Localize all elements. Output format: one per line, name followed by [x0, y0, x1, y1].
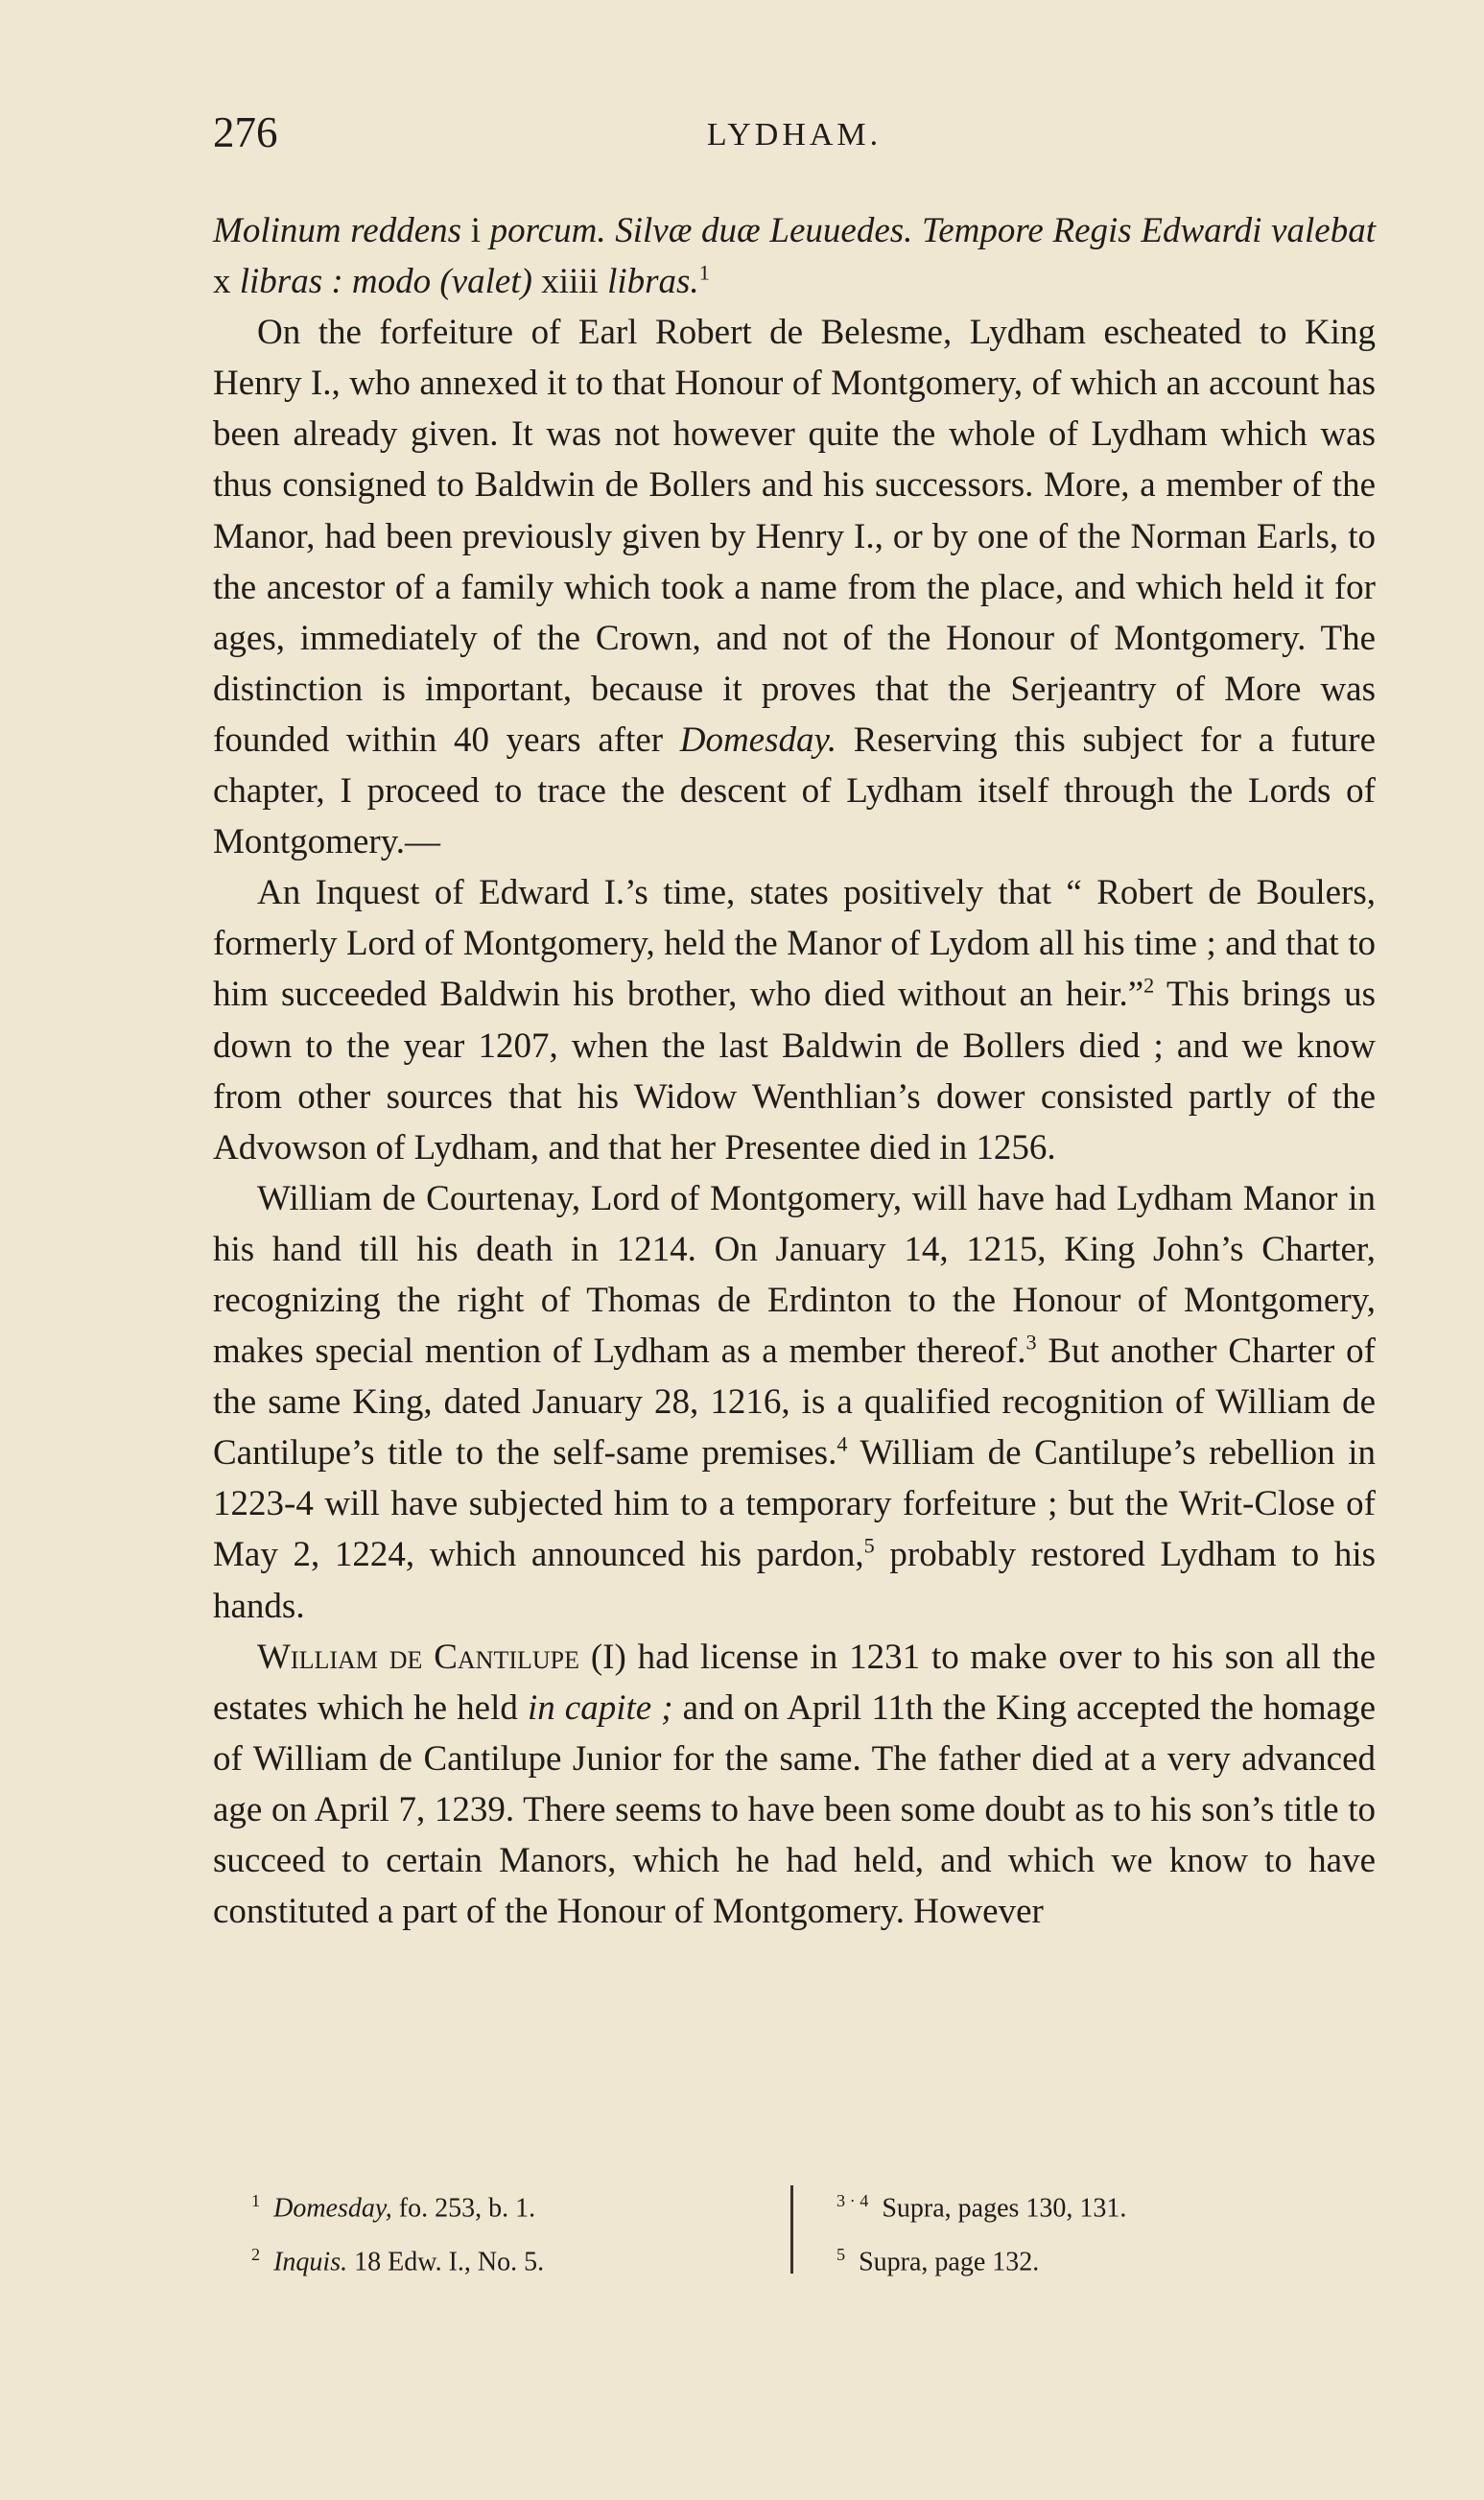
- page-number: 276: [213, 108, 278, 156]
- paragraph-domesday-extract: Molinum reddens i porcum. Silvæ duæ Leuuedes. Tempore Regis Edwardi valebat x libras : modo (valet) xiiii libras.$^1$: [213, 211, 1377, 302]
- footnote-column-divider: [790, 2185, 793, 2274]
- paragraph-inquest: An Inquest of Edward I.’s time, states positively that “ Robert de Boulers, formerly Lord of Montgomery, held the Manor of Lydom all his time ; and that to him succeeded Baldwin his brother, who died without an heir.”$^2$ This brings us down to the year 1207, when the last Baldwin de Bollers died ; and we know from other sources that his Widow Wenthlian’s dower consisted partly of the Advowson of Lydham, and that her Presentee died in 1256.: [213, 873, 1376, 1167]
- running-head: LYDHAM.: [706, 117, 883, 153]
- footnote-3-4: $^{3 \cdot 4}$ Supra, pages 130, 131.: [836, 2191, 1127, 2224]
- paragraph-forfeiture: On the forfeiture of Earl Robert de Belesme, Lydham escheated to King Henry I., who annexed it to that Honour of Montgomery, of which an account has been already given. It was not however quite the whole of Lydham which was thus consigned to Baldwin de Bollers and his successors. More, a member of the Manor, had been previously given by Henry I., or by one of the Norman Earls, to the ancestor of a family which took a name from the place, and which held it for ages, immediately of the Crown, and not of the Honour of Montgomery. The distinction is important, because it proves that the Serjeantry of More was founded within 40 years after Domesday. Reserving this subject for a future chapter, I proceed to trace the descent of Lydham itself through the Lords of Montgomery.—: [213, 313, 1377, 862]
- page-header: [213, 107, 1376, 165]
- footnote-2: $^2$ Inquis. 18 Edw. I., No. 5.: [251, 2245, 545, 2277]
- footnote-ref-2: 2: [1143, 974, 1155, 999]
- paragraph-courtenay: William de Courtenay, Lord of Montgomery, will have had Lydham Manor in his hand till his death in 1214. On January 14, 1215, King John’s Charter, recognizing the right of Thomas de Erdinton to the Honour of Montgomery, makes special mention of Lydham as a member thereof.$^3$ But another Charter of the same King, dated January 28, 1216, is a qualified recognition of William de Cantilupe’s title to the self-same premises.$^4$ William de Cantilupe’s rebellion in 1223-4 will have subjected him to a temporary forfeiture ; but the Writ-Close of May 2, 1224, which announced his pardon,$^5$ probably restored Lydham to his hands.: [213, 1178, 1377, 1626]
- footnote-ref-3: 3: [1025, 1330, 1037, 1355]
- footnotes: [251, 2178, 1230, 2283]
- footnote-1: $^1$ Domesday, fo. 253, b. 1.: [251, 2191, 536, 2224]
- footnote-ref-1: 1: [698, 260, 710, 285]
- footnotes-left-column: [251, 2178, 750, 2286]
- footnote-ref-4: 4: [836, 1431, 848, 1456]
- footnote-ref-5: 5: [863, 1534, 875, 1559]
- paragraph-cantilupe: William de Cantilupe (I) had license in 1231 to make over to his son all the estates which he held in capite ; and on April 11th the King accepted the homage of William de Cantilupe Junior for the same. The father died at a very advanced age on April 7, 1239. There seems to have been some doubt as to his son’s title to succeed to certain Manors, which he had held, and which we know to have constituted a part of the Honour of Montgomery. However: [213, 1637, 1377, 1932]
- footnotes-right-column: [836, 2178, 1278, 2286]
- footnote-5: $^5$ Supra, page 132.: [836, 2245, 1040, 2277]
- body-text: [213, 205, 1376, 1937]
